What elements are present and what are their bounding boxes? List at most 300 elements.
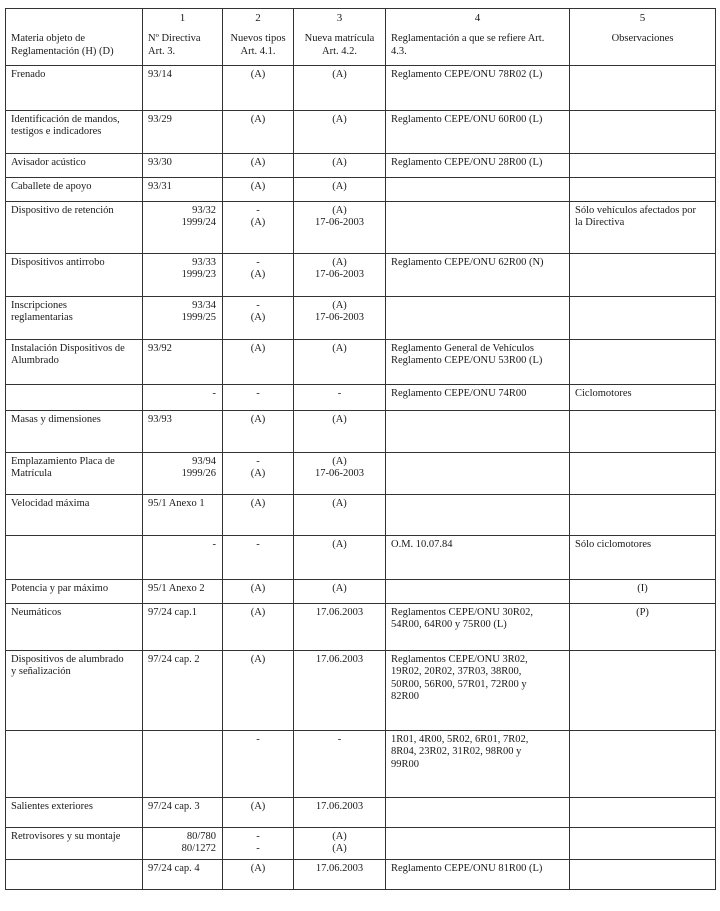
header-line: Materia objeto de <box>11 33 86 44</box>
cell-new-registration <box>294 730 386 797</box>
cell-regulation <box>386 201 570 253</box>
cell-directive <box>143 296 223 339</box>
cell-line: (I) <box>637 582 648 594</box>
cell-line: Potencia y par máximo <box>11 582 109 594</box>
cell-line <box>575 257 710 270</box>
cell-line: 95/1 Anexo 1 <box>148 497 205 509</box>
cell-line: 54R00, 64R00 y 75R00 (L) <box>391 619 507 630</box>
table-row <box>6 827 716 859</box>
table-row <box>6 797 716 827</box>
column-number-row <box>6 9 716 32</box>
cell-line: (A) <box>332 413 347 425</box>
cell-regulation <box>386 730 570 797</box>
cell-line: (A) <box>332 582 347 594</box>
header-line: Nº Directiva <box>148 33 201 44</box>
cell-line: 80/1272 <box>181 843 216 854</box>
header-line: Observaciones <box>611 33 674 44</box>
cell-line: (A) <box>332 342 347 354</box>
cell-new-types <box>223 65 294 110</box>
cell-line <box>11 539 137 552</box>
cell-regulation <box>386 494 570 535</box>
cell-line: (A) <box>332 113 347 125</box>
cell-line: Neumáticos <box>11 606 62 618</box>
cell-line: - <box>337 733 342 745</box>
cell-line: 97/24 cap.1 <box>148 606 197 618</box>
cell-new-registration <box>294 603 386 650</box>
cell-directive <box>143 859 223 889</box>
header-line: Art. 3. <box>148 45 176 57</box>
cell-new-registration <box>294 579 386 603</box>
cell-new-types <box>223 201 294 253</box>
cell-line <box>575 181 710 194</box>
cell-new-types <box>223 153 294 177</box>
cell-line: (A) <box>250 180 266 192</box>
header-observations <box>570 31 716 65</box>
cell-line: - <box>256 299 260 311</box>
cell-observations <box>570 827 716 859</box>
cell-line: 93/14 <box>148 68 172 80</box>
cell-new-registration <box>294 296 386 339</box>
cell-directive <box>143 535 223 579</box>
cell-line <box>391 583 564 596</box>
cell-line: (A) <box>332 497 347 509</box>
cell-new-types <box>223 253 294 296</box>
cell-new-types <box>223 650 294 730</box>
cell-line: Ciclomotores <box>575 387 632 399</box>
cell-new-types <box>223 177 294 201</box>
cell-line <box>391 456 564 469</box>
cell-line: 8R04, 23R02, 31R02, 98R00 y <box>391 746 522 757</box>
cell-line: 97/24 cap. 4 <box>148 862 200 874</box>
cell-line: Velocidad máxima <box>11 497 90 509</box>
header-row <box>6 31 716 65</box>
table-body <box>6 9 716 890</box>
table-row <box>6 339 716 384</box>
cell-line: (A) <box>250 156 266 168</box>
header-directive <box>143 31 223 65</box>
cell-new-types <box>223 579 294 603</box>
cell-subject <box>6 650 143 730</box>
cell-line: 93/29 <box>148 113 172 125</box>
cell-line: 17.06.2003 <box>315 653 364 665</box>
cell-regulation <box>386 410 570 452</box>
cell-line: Alumbrado <box>11 355 59 366</box>
cell-directive <box>143 579 223 603</box>
cell-line: (A) <box>250 800 266 812</box>
cell-regulation <box>386 339 570 384</box>
table-row <box>6 859 716 889</box>
cell-directive <box>143 65 223 110</box>
cell-line: (A) <box>332 180 347 192</box>
cell-line <box>391 205 564 218</box>
cell-line: (A) <box>332 299 347 311</box>
cell-line: Dispositivos antirrobo <box>11 256 105 268</box>
cell-line: 97/24 cap. 2 <box>148 653 200 665</box>
cell-subject <box>6 797 143 827</box>
table-row <box>6 579 716 603</box>
header-line: 4.3. <box>391 45 407 57</box>
cell-line: - <box>256 733 260 745</box>
cell-observations <box>570 603 716 650</box>
cell-line: (A) <box>250 862 266 874</box>
cell-line <box>391 801 564 814</box>
cell-line: Caballete de apoyo <box>11 180 92 192</box>
cell-line: (A) <box>332 156 347 168</box>
cell-line: 93/34 <box>192 299 216 311</box>
cell-line <box>575 831 710 844</box>
cell-line: - <box>256 455 260 467</box>
cell-line: (P) <box>636 606 649 618</box>
cell-regulation <box>386 110 570 153</box>
cell-line: Reglamento CEPE/ONU 60R00 (L) <box>391 113 543 125</box>
cell-line: 1999/25 <box>181 312 216 323</box>
cell-line: Masas y dimensiones <box>11 413 101 425</box>
cell-new-types <box>223 110 294 153</box>
cell-subject <box>6 410 143 452</box>
cell-observations <box>570 201 716 253</box>
table-row <box>6 410 716 452</box>
cell-new-types <box>223 730 294 797</box>
cell-directive <box>143 650 223 730</box>
cell-new-registration <box>294 201 386 253</box>
cell-observations <box>570 65 716 110</box>
cell-observations <box>570 177 716 201</box>
cell-line <box>148 734 217 747</box>
cell-line <box>575 456 710 469</box>
cell-line: 1R01, 4R00, 5R02, 6R01, 7R02, <box>391 733 529 745</box>
cell-line: 99R00 <box>391 758 420 770</box>
cell-subject <box>6 603 143 650</box>
cell-regulation <box>386 535 570 579</box>
cell-regulation <box>386 827 570 859</box>
cell-line <box>575 114 710 127</box>
cell-line: (A) <box>332 843 347 854</box>
cell-line: 17-06-2003 <box>315 468 364 479</box>
cell-line: reglamentarias <box>11 312 73 323</box>
cell-line: - <box>256 204 260 216</box>
cell-subject <box>6 177 143 201</box>
cell-line: Frenado <box>11 68 46 80</box>
cell-new-types <box>223 827 294 859</box>
cell-new-types <box>223 859 294 889</box>
cell-line: (A) <box>250 497 266 509</box>
cell-line: Retrovisores y su montaje <box>11 830 121 842</box>
cell-line: (A) <box>250 269 266 280</box>
cell-line: 17-06-2003 <box>315 312 364 323</box>
cell-new-registration <box>294 410 386 452</box>
cell-observations <box>570 797 716 827</box>
cell-observations <box>570 535 716 579</box>
cell-line: (A) <box>332 204 347 216</box>
cell-line: - <box>212 387 216 399</box>
column-number-2: 2 <box>223 9 294 32</box>
cell-line: (A) <box>250 468 266 479</box>
header-line: Reglamentación a que se refiere Art. <box>391 33 545 44</box>
cell-line: 1999/23 <box>181 269 216 280</box>
cell-line: (A) <box>250 113 266 125</box>
table-row <box>6 730 716 797</box>
cell-subject <box>6 201 143 253</box>
cell-regulation <box>386 177 570 201</box>
cell-line <box>11 863 137 876</box>
column-number-4: 4 <box>386 9 570 32</box>
cell-subject <box>6 153 143 177</box>
cell-line: 93/30 <box>148 156 172 168</box>
table-row <box>6 494 716 535</box>
cell-new-registration <box>294 153 386 177</box>
cell-new-registration <box>294 110 386 153</box>
cell-subject <box>6 339 143 384</box>
cell-regulation <box>386 797 570 827</box>
cell-line: - <box>256 843 260 854</box>
header-regulation <box>386 31 570 65</box>
cell-new-types <box>223 494 294 535</box>
cell-new-registration <box>294 650 386 730</box>
cell-regulation <box>386 859 570 889</box>
cell-observations <box>570 339 716 384</box>
column-number-1: 1 <box>143 9 223 32</box>
cell-line <box>11 388 137 401</box>
cell-new-registration <box>294 384 386 410</box>
cell-line: 82R00 <box>391 691 420 702</box>
header-line: Art. 4.2. <box>322 45 357 57</box>
table-row <box>6 65 716 110</box>
cell-regulation <box>386 384 570 410</box>
cell-line: Reglamento CEPE/ONU 74R00 <box>391 387 527 399</box>
cell-directive <box>143 384 223 410</box>
cell-line: 17.06.2003 <box>315 862 364 874</box>
cell-new-registration <box>294 339 386 384</box>
cell-line: Identificación de mandos, <box>11 113 120 125</box>
cell-subject <box>6 65 143 110</box>
cell-line: - <box>256 387 260 399</box>
header-subject <box>6 31 143 65</box>
header-new-registration <box>294 31 386 65</box>
cell-line: 17.06.2003 <box>315 606 364 618</box>
table-row <box>6 253 716 296</box>
cell-observations <box>570 253 716 296</box>
cell-observations <box>570 730 716 797</box>
cell-new-registration <box>294 65 386 110</box>
cell-line: O.M. 10.07.84 <box>391 538 453 550</box>
cell-line: Reglamento CEPE/ONU 28R00 (L) <box>391 156 543 168</box>
cell-line: (A) <box>332 455 347 467</box>
cell-line: 93/32 <box>192 204 216 216</box>
cell-line <box>575 414 710 427</box>
cell-line: (A) <box>250 606 266 618</box>
cell-line: Reglamento CEPE/ONU 62R00 (N) <box>391 256 544 268</box>
cell-subject <box>6 827 143 859</box>
cell-observations <box>570 859 716 889</box>
cell-new-types <box>223 535 294 579</box>
cell-directive <box>143 153 223 177</box>
cell-new-types <box>223 603 294 650</box>
cell-new-registration <box>294 253 386 296</box>
cell-observations <box>570 410 716 452</box>
cell-line: 1999/26 <box>181 468 216 479</box>
cell-line: Reglamento CEPE/ONU 78R02 (L) <box>391 68 543 80</box>
cell-line <box>391 498 564 511</box>
cell-subject <box>6 110 143 153</box>
cell-line: 93/94 <box>192 455 216 467</box>
cell-line: (A) <box>250 653 266 665</box>
header-new-types <box>223 31 294 65</box>
cell-line: - <box>212 538 216 550</box>
cell-subject <box>6 384 143 410</box>
header-line: Nuevos tipos <box>230 33 286 44</box>
cell-line: Inscripciones <box>11 299 67 311</box>
cell-regulation <box>386 65 570 110</box>
cell-observations <box>570 296 716 339</box>
cell-line: Sólo ciclomotores <box>575 538 652 550</box>
cell-line: 80/780 <box>186 830 216 842</box>
cell-line: - <box>256 538 260 550</box>
cell-subject <box>6 535 143 579</box>
header-line: Art. 4.1. <box>240 45 276 57</box>
cell-line: Dispositivo de retención <box>11 204 114 216</box>
cell-subject <box>6 494 143 535</box>
cell-line <box>11 734 137 747</box>
cell-observations <box>570 650 716 730</box>
table-row <box>6 110 716 153</box>
cell-line: testigos e indicadores <box>11 126 102 137</box>
cell-observations <box>570 153 716 177</box>
cell-directive <box>143 494 223 535</box>
header-line: Reglamentación (H) (D) <box>11 45 114 57</box>
cell-new-registration <box>294 177 386 201</box>
cell-observations <box>570 452 716 494</box>
cell-observations <box>570 110 716 153</box>
cell-line: Reglamento CEPE/ONU 53R00 (L) <box>391 355 543 366</box>
cell-directive <box>143 730 223 797</box>
cell-line: la Directiva <box>575 217 625 228</box>
table-row <box>6 384 716 410</box>
cell-line: Reglamentos CEPE/ONU 30R02, <box>391 606 534 618</box>
cell-line: 93/33 <box>192 256 216 268</box>
cell-line: - <box>256 256 260 268</box>
cell-line: - <box>337 387 342 399</box>
cell-line: Instalación Dispositivos de <box>11 342 125 354</box>
cell-line <box>575 343 710 356</box>
column-number-3: 3 <box>294 9 386 32</box>
cell-line: Sólo vehículos afectados por <box>575 204 697 216</box>
cell-line: (A) <box>332 68 347 80</box>
cell-line: 97/24 cap. 3 <box>148 800 200 812</box>
table-row <box>6 535 716 579</box>
cell-subject <box>6 730 143 797</box>
cell-new-registration <box>294 452 386 494</box>
cell-line: (A) <box>332 830 347 842</box>
cell-regulation <box>386 579 570 603</box>
table-row <box>6 153 716 177</box>
cell-directive <box>143 253 223 296</box>
cell-directive <box>143 177 223 201</box>
cell-line: y señalización <box>11 666 71 677</box>
cell-new-types <box>223 410 294 452</box>
cell-observations <box>570 579 716 603</box>
cell-line: (A) <box>250 217 266 228</box>
cell-line: (A) <box>250 413 266 425</box>
cell-line <box>391 181 564 194</box>
cell-line: 1999/24 <box>181 217 216 228</box>
cell-directive <box>143 410 223 452</box>
cell-line: - <box>256 830 260 842</box>
cell-line: Avisador acústico <box>11 156 86 168</box>
cell-line: 93/31 <box>148 180 172 192</box>
cell-regulation <box>386 253 570 296</box>
cell-new-registration <box>294 859 386 889</box>
cell-line: 17-06-2003 <box>315 217 364 228</box>
cell-regulation <box>386 452 570 494</box>
cell-directive <box>143 110 223 153</box>
cell-line: (A) <box>250 68 266 80</box>
cell-line: 95/1 Anexo 2 <box>148 582 205 594</box>
cell-new-types <box>223 339 294 384</box>
cell-line: Matrícula <box>11 468 52 479</box>
cell-line <box>575 654 710 667</box>
cell-line: (A) <box>332 538 347 550</box>
cell-subject <box>6 859 143 889</box>
cell-line: 93/92 <box>148 342 172 354</box>
cell-line <box>391 300 564 313</box>
cell-line: Reglamentos CEPE/ONU 3R02, <box>391 653 528 665</box>
cell-directive <box>143 452 223 494</box>
table-row <box>6 201 716 253</box>
cell-line: (A) <box>250 342 266 354</box>
cell-subject <box>6 579 143 603</box>
cell-new-registration <box>294 494 386 535</box>
cell-regulation <box>386 296 570 339</box>
cell-line <box>575 300 710 313</box>
table-row <box>6 452 716 494</box>
cell-line: Reglamento CEPE/ONU 81R00 (L) <box>391 862 543 874</box>
cell-line <box>575 863 710 876</box>
cell-new-registration <box>294 797 386 827</box>
cell-subject <box>6 253 143 296</box>
table-row <box>6 296 716 339</box>
cell-line: (A) <box>332 256 347 268</box>
cell-line: 17-06-2003 <box>315 269 364 280</box>
table-row <box>6 603 716 650</box>
cell-directive <box>143 827 223 859</box>
cell-directive <box>143 201 223 253</box>
cell-line: 50R00, 56R00, 57R01, 72R00 y <box>391 678 527 690</box>
table-row <box>6 177 716 201</box>
column-number-5: 5 <box>570 9 716 32</box>
cell-line <box>391 414 564 427</box>
header-line: Nueva matrícula <box>304 33 375 44</box>
cell-line <box>575 69 710 82</box>
cell-new-types <box>223 452 294 494</box>
cell-line: (A) <box>250 312 266 323</box>
cell-new-types <box>223 384 294 410</box>
cell-directive <box>143 603 223 650</box>
cell-directive <box>143 339 223 384</box>
table-row <box>6 650 716 730</box>
cell-line: 17.06.2003 <box>315 800 364 812</box>
cell-regulation <box>386 603 570 650</box>
cell-new-registration <box>294 827 386 859</box>
cell-line <box>575 157 710 170</box>
cell-new-types <box>223 797 294 827</box>
cell-line <box>575 801 710 814</box>
cell-line <box>575 734 710 747</box>
column-number-blank <box>6 9 143 32</box>
cell-observations <box>570 494 716 535</box>
cell-line <box>391 831 564 844</box>
cell-subject <box>6 452 143 494</box>
cell-line <box>575 498 710 511</box>
